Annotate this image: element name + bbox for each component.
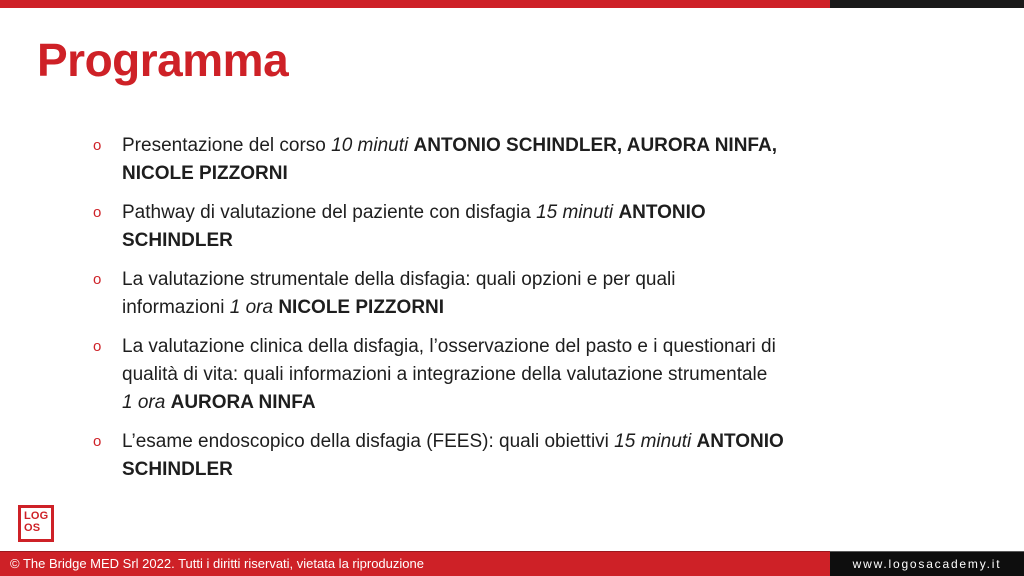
text-segment-regular: L’esame endoscopico della disfagia (FEES): quali obiettivi	[122, 431, 615, 452]
bullet-list	[93, 132, 975, 495]
bullet-marker-icon: o	[93, 137, 102, 154]
text-segment-bold: ANTONIO	[618, 202, 706, 223]
bullet-text	[122, 266, 975, 322]
bullet-text	[122, 428, 975, 484]
footer-website: www.logosacademy.it	[830, 551, 1024, 576]
text-segment-bold: NICOLE PIZZORNI	[122, 163, 288, 184]
text-segment-bold: SCHINDLER	[122, 459, 233, 480]
list-item	[93, 428, 975, 484]
text-segment-italic: 15 minuti	[536, 202, 619, 223]
footer-copyright: © The Bridge MED Srl 2022. Tutti i diritti riservati, vietata la riproduzione	[0, 551, 830, 576]
text-segment-regular: La valutazione clinica della disfagia, l’osservazione del pasto e i questionari di	[122, 336, 776, 357]
text-segment-regular: informazioni	[122, 297, 230, 318]
logos-logo	[18, 505, 54, 542]
bullet-text	[122, 132, 975, 188]
page-title: Programma	[37, 34, 289, 86]
bullet-marker-icon: o	[93, 338, 102, 355]
list-item	[93, 132, 975, 188]
list-item	[93, 333, 975, 417]
bullet-text	[122, 333, 975, 417]
text-segment-italic: 1 ora	[229, 297, 279, 318]
bullet-marker-icon: o	[93, 433, 102, 450]
text-segment-bold: SCHINDLER	[122, 230, 233, 251]
text-segment-italic: 10 minuti	[331, 135, 414, 156]
text-segment-regular: qualità di vita: quali informazioni a integrazione della valutazione strumentale	[122, 364, 768, 385]
text-segment-bold: ANTONIO SCHINDLER, AURORA NINFA,	[413, 135, 777, 156]
top-bar-red	[0, 0, 830, 8]
text-segment-bold: ANTONIO	[696, 431, 784, 452]
bullet-marker-icon: o	[93, 204, 102, 221]
list-item	[93, 199, 975, 255]
logo-line1: LOG	[24, 510, 49, 522]
text-segment-regular: Pathway di valutazione del paziente con disfagia	[122, 202, 537, 223]
text-segment-regular: Presentazione del corso	[122, 135, 332, 156]
top-bar-black	[830, 0, 1024, 8]
text-segment-regular: La valutazione strumentale della disfagia: quali opzioni e per quali	[122, 269, 676, 290]
bullet-marker-icon: o	[93, 271, 102, 288]
logo-line2: OS	[24, 521, 41, 534]
text-segment-bold: NICOLE PIZZORNI	[278, 297, 445, 318]
list-item	[93, 266, 975, 322]
text-segment-italic: 15 minuti	[614, 431, 697, 452]
text-segment-bold: AURORA NINFA	[170, 392, 316, 413]
text-segment-italic: 1 ora	[122, 392, 171, 413]
bullet-text	[122, 199, 975, 255]
